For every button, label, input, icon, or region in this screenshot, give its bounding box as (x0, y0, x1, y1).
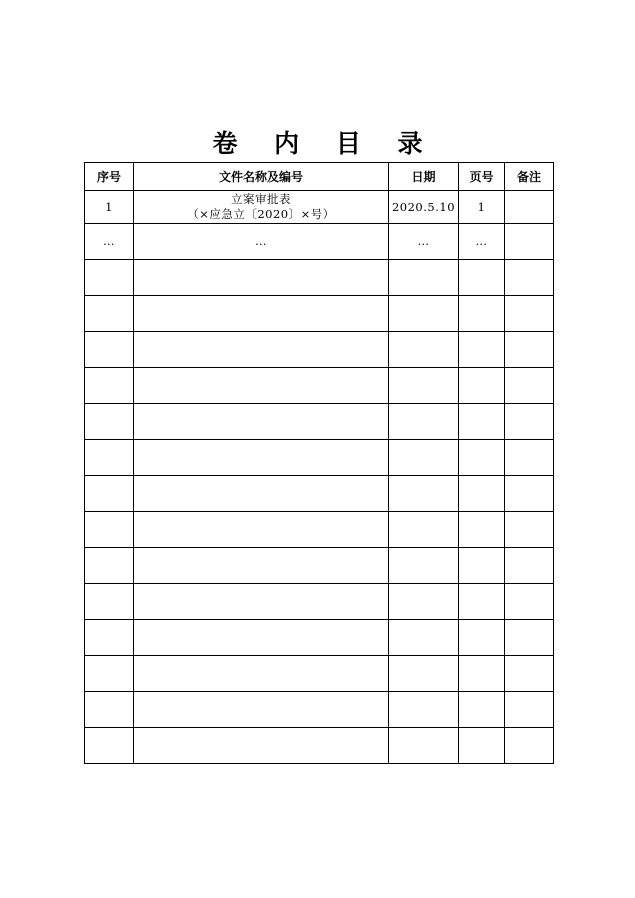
cell-page (459, 692, 505, 728)
cell-date (389, 548, 459, 584)
cell-date (389, 620, 459, 656)
cell-date (389, 404, 459, 440)
catalog-body (85, 191, 554, 764)
cell-seq: 1 (85, 191, 134, 224)
table-row (85, 584, 554, 620)
cell-page (459, 476, 505, 512)
cell-remark (505, 656, 554, 692)
catalog-table (84, 162, 554, 764)
cell-name (134, 260, 389, 296)
cell-seq (85, 260, 134, 296)
cell-name (134, 404, 389, 440)
file-name-line: 立案审批表 (231, 192, 291, 206)
cell-page (459, 368, 505, 404)
header-name: 文件名称及编号 (134, 163, 389, 191)
cell-page (459, 620, 505, 656)
cell-name (134, 548, 389, 584)
cell-remark (505, 548, 554, 584)
cell-page (459, 404, 505, 440)
cell-page (459, 440, 505, 476)
cell-date (389, 368, 459, 404)
file-name-line: … (255, 234, 267, 248)
cell-name (134, 620, 389, 656)
cell-name (134, 584, 389, 620)
cell-date (389, 728, 459, 764)
header-row (85, 163, 554, 191)
cell-name (134, 476, 389, 512)
table-row (85, 368, 554, 404)
cell-page (459, 260, 505, 296)
cell-page (459, 584, 505, 620)
cell-name (134, 332, 389, 368)
table-row (85, 296, 554, 332)
file-number-line: （×应急立〔2020〕×号） (187, 207, 335, 221)
header-date: 日期 (389, 163, 459, 191)
cell-remark (505, 620, 554, 656)
cell-date: 2020.5.10 (389, 191, 459, 224)
cell-date (389, 440, 459, 476)
table-row (85, 656, 554, 692)
table-row (85, 404, 554, 440)
cell-remark (505, 440, 554, 476)
cell-seq (85, 368, 134, 404)
cell-remark (505, 368, 554, 404)
cell-remark (505, 512, 554, 548)
cell-date (389, 296, 459, 332)
cell-remark (505, 584, 554, 620)
header-seq: 序号 (85, 163, 134, 191)
cell-remark (505, 191, 554, 224)
cell-name (134, 512, 389, 548)
table-row (85, 476, 554, 512)
cell-seq (85, 692, 134, 728)
cell-date (389, 584, 459, 620)
cell-name (134, 191, 389, 224)
table-row (85, 548, 554, 584)
cell-remark (505, 404, 554, 440)
table-row (85, 692, 554, 728)
cell-date (389, 332, 459, 368)
cell-name (134, 728, 389, 764)
cell-page: … (459, 224, 505, 260)
cell-remark (505, 260, 554, 296)
cell-page (459, 332, 505, 368)
table-row (85, 620, 554, 656)
cell-seq (85, 620, 134, 656)
table-row (85, 191, 554, 224)
cell-page (459, 512, 505, 548)
cell-date (389, 476, 459, 512)
cell-remark (505, 296, 554, 332)
cell-name (134, 296, 389, 332)
cell-remark (505, 224, 554, 260)
cell-seq (85, 728, 134, 764)
page-title: 卷 内 目 录 (212, 129, 437, 158)
cell-date (389, 512, 459, 548)
cell-remark (505, 728, 554, 764)
cell-page: 1 (459, 191, 505, 224)
cell-seq (85, 512, 134, 548)
cell-name (134, 440, 389, 476)
header-remark: 备注 (505, 163, 554, 191)
cell-name (134, 224, 389, 260)
cell-date: … (389, 224, 459, 260)
cell-seq (85, 332, 134, 368)
cell-seq (85, 440, 134, 476)
cell-date (389, 260, 459, 296)
cell-page (459, 728, 505, 764)
cell-seq (85, 548, 134, 584)
cell-remark (505, 332, 554, 368)
cell-remark (505, 476, 554, 512)
cell-page (459, 296, 505, 332)
cell-seq (85, 404, 134, 440)
cell-name (134, 692, 389, 728)
cell-date (389, 656, 459, 692)
table-row (85, 224, 554, 260)
header-page: 页号 (459, 163, 505, 191)
table-row (85, 260, 554, 296)
cell-seq (85, 584, 134, 620)
cell-seq (85, 296, 134, 332)
table-row (85, 512, 554, 548)
cell-seq (85, 476, 134, 512)
cell-page (459, 656, 505, 692)
table-row (85, 440, 554, 476)
table-row (85, 332, 554, 368)
cell-seq: … (85, 224, 134, 260)
cell-seq (85, 656, 134, 692)
table-row (85, 728, 554, 764)
cell-page (459, 548, 505, 584)
cell-name (134, 656, 389, 692)
cell-date (389, 692, 459, 728)
cell-name (134, 368, 389, 404)
cell-remark (505, 692, 554, 728)
